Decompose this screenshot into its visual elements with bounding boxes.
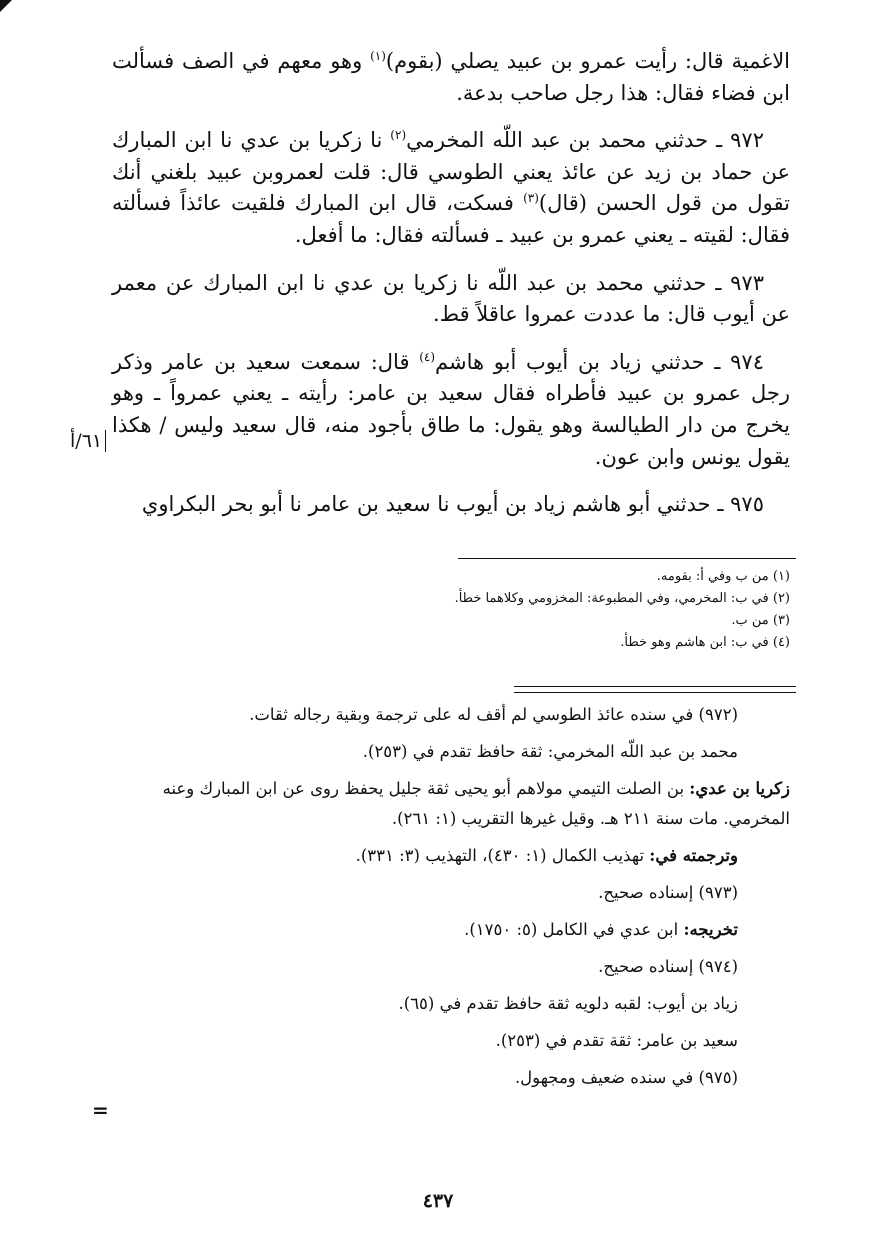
footnote-divider: [458, 558, 796, 559]
continuation-mark: =: [92, 1098, 109, 1122]
footnote-4: (٤) في ب: ابن هاشم وهو خطأ.: [620, 635, 790, 650]
commentary-said: سعيد بن عامر: ثقة تقدم في (٢٥٣).: [495, 1031, 738, 1050]
footnote-2: (٢) في ب: المخرمي، وفي المطبوعة: المخزومي وكلاهما خطأ.: [454, 591, 790, 606]
footnote-ref: (٣): [523, 191, 539, 206]
text-run: ٩٧٢ ـ حدثني محمد بن عبد اللّه المخرمي: [406, 128, 764, 153]
paragraph-975: ٩٧٥ ـ حدثني أبو هاشم زياد بن أيوب نا سعيد بن عامر نا أبو بحر البكراوي: [141, 492, 764, 517]
commentary: [100, 700, 790, 1100]
paragraph-974: [112, 347, 790, 473]
text-run: تهذيب الكمال (١: ٤٣٠)، التهذيب (٣: ٣٣١).: [355, 846, 650, 865]
text-run: ابن عدي في الكامل (٥: ١٧٥٠).: [464, 920, 684, 939]
text-run: قال: سمعت سعيد بن عامر وذكر رجل عمرو بن عبيد فأطراه فقال سعيد بن عامر: رأيته ـ يعني عمرواً ـ وهو يخرج من دار الطيالسة وهو يقول: ما طاق بأجود منه، قال سعيد وليس / هكذا يقول يونس وابن عون.: [112, 349, 790, 469]
footnote-ref: (٤): [419, 349, 436, 364]
text-run: فسكت، قال ابن المبارك فلقيت عائذاً فسألته فقال: لقيته ـ يعني عمرو بن عبيد ـ فسألته فقال: ما أفعل.: [112, 191, 790, 247]
manuscript-folio-ref: ٦١/أ: [70, 430, 106, 452]
footnote-ref: (٢): [390, 128, 407, 143]
commentary-972: (٩٧٢) في سنده عائذ الطوسي لم أقف له على ترجمة وبقية رجاله ثقات.: [249, 705, 738, 724]
commentary-975: (٩٧٥) في سنده ضعيف ومجهول.: [514, 1068, 738, 1087]
footnotes: [390, 566, 790, 654]
commentary-973: (٩٧٣) إسناده صحيح.: [598, 883, 738, 902]
paragraph-973: ٩٧٣ ـ حدثني محمد بن عبد اللّه نا زكريا بن عدي نا ابن المبارك عن معمر عن أيوب قال: ما عددت عمروا عاقلاً قط.: [112, 270, 790, 327]
text-run: بن الصلت التيمي مولاهم أبو يحيى ثقة جليل يحفظ روى عن ابن المبارك وعنه المخرمي. مات سنة ٢١١ هـ. وقيل غيرها التقريب (١: ٢٦١).: [162, 779, 790, 828]
commentary-mukharrimi: محمد بن عبد اللّه المخرمي: ثقة حافظ تقدم في (٢٥٣).: [362, 742, 738, 761]
paragraph-971-end: [112, 46, 790, 109]
commentary-label: تخريجه:: [683, 920, 738, 939]
text-run: نا زكريا بن عدي نا ابن المبارك عن حماد بن زيد عن عائذ يعني الطوسي قال: قلت لعمروبن عبيد بلغني أنك تقول من قول الحسن (قال): [112, 128, 791, 216]
text-run: وهو معهم في الصف فسألت ابن فضاء فقال: هذا رجل صاحب بدعة.: [112, 49, 790, 105]
commentary-tarjama: [100, 841, 790, 871]
footnote-3: (٣) من ب.: [731, 613, 790, 628]
footnote-ref: (١): [370, 49, 386, 63]
commentary-zakariya: [100, 774, 790, 834]
corner-mark: [0, 0, 12, 12]
commentary-takhrij: [100, 915, 790, 945]
commentary-label: زكريا بن عدي:: [689, 779, 790, 798]
commentary-divider: [514, 686, 796, 693]
commentary-ziyad: زياد بن أيوب: لقبه دلويه ثقة حافظ تقدم في (٦٥).: [398, 994, 738, 1013]
page-number: ٤٣٧: [422, 1190, 454, 1212]
commentary-label: وترجمته في:: [649, 846, 738, 865]
paragraph-972: [112, 125, 790, 251]
main-text: [112, 46, 790, 537]
text-run: الاغمية قال: رأيت عمرو بن عبيد يصلي (بقوم): [385, 49, 791, 73]
footnote-1: (١) من ب وفي أ: بقومه.: [656, 569, 790, 584]
commentary-974: (٩٧٤) إسناده صحيح.: [598, 957, 738, 976]
text-run: ٩٧٤ ـ حدثني زياد بن أيوب أبو هاشم: [435, 349, 764, 374]
